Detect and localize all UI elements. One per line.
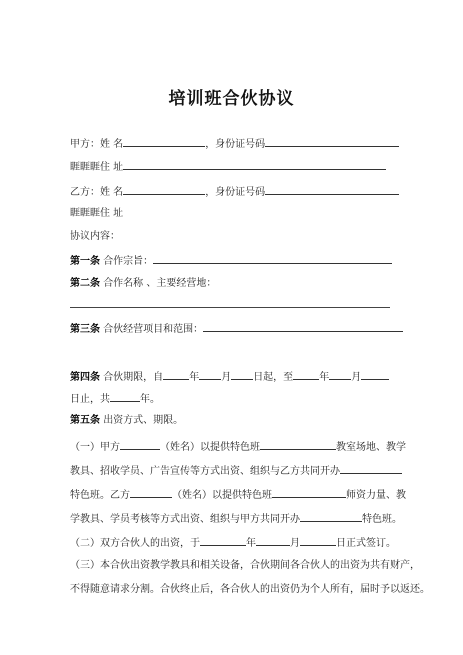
clause-2-text-a: （二）双方合伙人的出资，于 xyxy=(70,538,200,549)
end-month-blank xyxy=(329,370,351,380)
party-a-name-blank-2 xyxy=(120,440,160,450)
class-name-blank-3 xyxy=(272,488,346,498)
article-2 xyxy=(70,278,216,290)
article-4-text-4: 日起，至 xyxy=(253,372,294,383)
article-3-blank xyxy=(203,322,403,332)
article-3-number: 第三条 xyxy=(70,324,100,335)
article-5-number: 第五条 xyxy=(70,415,100,426)
party-b-name-label: 乙方：姓 名 xyxy=(70,187,124,198)
article-4-text-1: 合伙期限，自 xyxy=(103,372,164,383)
article-4-line-2 xyxy=(70,392,160,406)
article-3-text: 合伙经营项目和范围： xyxy=(103,324,204,335)
document-title: 培训班合伙协议 xyxy=(168,89,295,109)
duration-years-blank xyxy=(110,392,140,402)
party-b-name-line xyxy=(70,185,399,199)
article-4-text-6: 月 xyxy=(351,372,362,383)
party-b-name-blank-2 xyxy=(130,488,172,498)
start-year-blank xyxy=(163,370,189,380)
party-b-address-label: 睚睚睚住 址 xyxy=(70,208,124,219)
party-a-name-label: 甲方：姓 名 xyxy=(70,139,124,150)
clause-2 xyxy=(70,536,396,550)
clause-1-text-a: （一）甲方 xyxy=(70,442,120,453)
article-1-blank xyxy=(153,254,392,264)
article-3 xyxy=(70,322,403,336)
article-4-text-2: 年 xyxy=(189,372,200,383)
clause-1-line-3 xyxy=(70,488,406,502)
party-a-id-label: ，身份证号码 xyxy=(205,139,266,150)
clause-1-line-4 xyxy=(70,512,402,526)
article-4-text-5: 年 xyxy=(319,372,330,383)
clause-1-text-g: 师资力量、教 xyxy=(346,490,406,501)
article-4-text-7: 日止，共 xyxy=(70,394,110,405)
article-2-text: 合作名称 、主要经营地： xyxy=(103,278,217,289)
article-5 xyxy=(70,415,183,427)
clause-1-line-1 xyxy=(70,440,406,454)
party-a-name-line xyxy=(70,137,399,151)
article-2-number: 第二条 xyxy=(70,278,100,289)
party-a-address-line xyxy=(70,160,386,174)
party-b-address-line xyxy=(70,208,123,220)
party-b-id-blank xyxy=(265,185,399,195)
class-name-blank-1 xyxy=(260,440,336,450)
clause-1-text-e: 特色班。乙方 xyxy=(70,490,130,501)
party-a-address-label: 睚睚睚住 址 xyxy=(70,162,124,173)
article-4-text-3: 月 xyxy=(221,372,232,383)
article-4-line-1 xyxy=(70,370,389,384)
start-month-blank xyxy=(199,370,221,380)
article-1-text: 合作宗旨： xyxy=(103,256,154,267)
clause-3-line-1: （三）本合伙出资教学教具和相关设备，合伙期间各合伙人的出资为共有财产， xyxy=(70,560,420,571)
article-4-number: 第四条 xyxy=(70,372,100,383)
sign-month-blank xyxy=(256,536,290,546)
end-year-blank xyxy=(293,370,319,380)
clause-3-line-2: 不得随意请求分割。合伙终止后，各合伙人的出资仍为个人所有，届时予以返还。 xyxy=(70,584,430,595)
clause-1-text-d: 教具、招收学员、广告宣传等方式出资、组织与乙方共同开办 xyxy=(70,466,340,477)
article-5-text: 出资方式、期限。 xyxy=(103,415,184,426)
clause-1-text-b: （姓名）以提供特色班 xyxy=(160,442,260,453)
clause-2-text-d: 日正式签订。 xyxy=(336,538,396,549)
article-1-number: 第一条 xyxy=(70,256,100,267)
clause-2-text-c: 月 xyxy=(290,538,300,549)
content-label: 协议内容： xyxy=(70,231,120,242)
article-4-text-8: 年。 xyxy=(140,394,160,405)
end-day-blank xyxy=(361,370,389,380)
article-1 xyxy=(70,254,392,268)
party-b-id-label: ，身份证号码 xyxy=(205,187,266,198)
party-a-name-blank xyxy=(123,137,205,147)
clause-1-text-h: 学教具、学员考核等方式出资、组织与甲方共同开办 xyxy=(70,514,300,525)
party-a-address-blank xyxy=(123,160,386,170)
sign-year-blank xyxy=(200,536,246,546)
clause-2-text-b: 年 xyxy=(246,538,256,549)
class-name-blank-2 xyxy=(340,464,402,474)
clause-1-line-2 xyxy=(70,464,402,478)
start-day-blank xyxy=(231,370,253,380)
article-2-blank-line xyxy=(70,307,390,308)
clause-1-text-c: 教室场地、教学 xyxy=(336,442,406,453)
clause-1-text-i: 特色班。 xyxy=(362,514,402,525)
class-name-blank-4 xyxy=(300,512,362,522)
party-a-id-blank xyxy=(265,137,399,147)
clause-1-text-f: （姓名）以提供特色班 xyxy=(172,490,272,501)
party-b-name-blank xyxy=(123,185,205,195)
sign-day-blank xyxy=(300,536,336,546)
